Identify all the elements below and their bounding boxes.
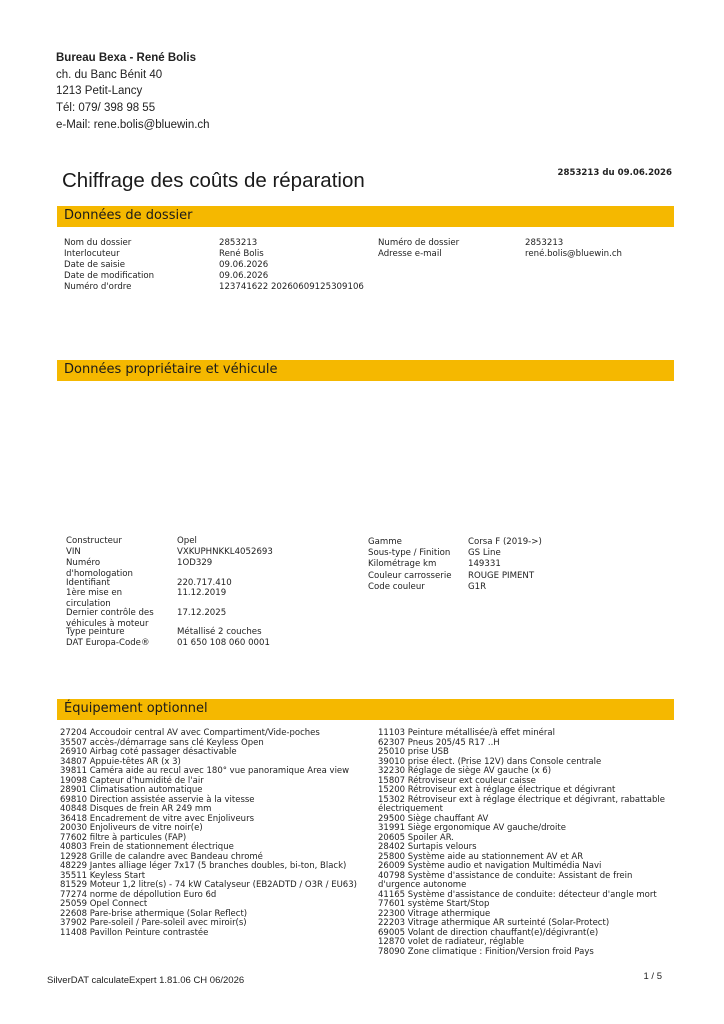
field-value: rené.bolis@bluewin.ch	[525, 249, 622, 259]
sender-city: 1213 Petit-Lancy	[56, 85, 143, 98]
field-value: 123741622 20260609125309106	[219, 282, 364, 292]
list-item: 39010 prise élect. (Prise 12V) dans Console centrale	[378, 756, 602, 767]
list-item: 15200 Rétroviseur ext à réglage électrique et dégivrant	[378, 785, 616, 795]
list-item: 25059 Opel Connect	[60, 899, 148, 909]
field-label: Date de saisie	[64, 260, 126, 270]
list-item: 11103 Peinture métallisée/à effet minéral	[378, 728, 555, 738]
field-value: 09.06.2026	[219, 260, 269, 270]
equipment-list-right	[378, 729, 668, 957]
field-value: 2853213	[219, 238, 258, 248]
field-value: René Bolis	[219, 249, 264, 259]
field-label: Type peinture	[66, 627, 125, 637]
document-reference: 2853213 du 09.06.2026	[557, 168, 672, 178]
list-item: 36418 Encadrement de vitre avec Enjoliveurs	[60, 813, 254, 824]
field-label: Adresse e-mail	[378, 249, 442, 259]
section-header-dossier	[57, 206, 674, 227]
list-item: 20030 Enjoliveurs de vitre noir(e)	[60, 823, 203, 833]
list-item: 40798 Système d'assistance de conduite: Assistant de frein d'urgence autonome	[378, 870, 633, 890]
field-value: ROUGE PIMENT	[468, 571, 535, 581]
field-label: Constructeur	[66, 536, 122, 546]
field-value: 2853213	[525, 238, 564, 248]
list-item: 19098 Capteur d'humidité de l'air	[60, 775, 204, 786]
list-item: 15302 Rétroviseur ext à réglage électrique et dégivrant, rabattable électriquement	[378, 794, 665, 814]
field-label: Numéro de dossier	[378, 238, 460, 248]
field-value: 1OD329	[177, 558, 213, 568]
sender-street: ch. du Banc Bénit 40	[56, 68, 163, 81]
field-value: Métallisé 2 couches	[177, 627, 262, 637]
section-title: Équipement optionnel	[64, 701, 208, 716]
field-label: Identifiant	[66, 578, 110, 588]
list-item: 69810 Direction assistée asservie à la vitesse	[60, 794, 255, 805]
list-item: 28901 Climatisation automatique	[60, 785, 203, 795]
field-label: Code couleur	[368, 582, 425, 592]
list-item: 37902 Pare-soleil / Pare-soleil avec miroir(s)	[60, 918, 247, 928]
list-item: 12870 volet de radiateur, réglable	[378, 937, 524, 947]
list-item: 34807 Appuie-têtes AR (x 3)	[60, 756, 181, 767]
field-label: Couleur carrosserie	[368, 571, 452, 581]
field-label: Dernier contrôle des véhicules à moteur	[66, 608, 154, 629]
field-label: Kilométrage km	[368, 559, 437, 569]
field-label: Numéro d'homologation	[66, 558, 133, 579]
page-title: Chiffrage des coûts de réparation	[62, 169, 365, 192]
field-value: Opel	[177, 536, 197, 546]
list-item: 12928 Grille de calandre avec Bandeau chromé	[60, 851, 263, 862]
list-item: 78090 Zone climatique : Finition/Version froid Pays	[378, 946, 594, 957]
list-item: 31991 Siège ergonomique AV gauche/droite	[378, 823, 566, 833]
field-label: Nom du dossier	[64, 238, 132, 248]
list-item: 69005 Volant de direction chauffant(e)/dégivrant(e)	[378, 927, 599, 938]
field-value: 149331	[468, 559, 501, 569]
list-item: 77602 filtre à particules (FAP)	[60, 832, 187, 843]
list-item: 25010 prise USB	[378, 747, 449, 757]
equipment-list-left	[60, 729, 357, 938]
list-item: 29500 Siège chauffant AV	[378, 813, 489, 824]
list-item: 62307 Pneus 205/45 R17 ..H	[378, 737, 500, 748]
field-value: 01 650 108 060 0001	[177, 638, 270, 648]
sender-email: e-Mail: rene.bolis@bluewin.ch	[56, 118, 210, 131]
list-item: 77601 système Start/Stop	[378, 899, 490, 909]
list-item: 40848 Disques de frein AR 249 mm	[60, 804, 212, 814]
field-label: Gamme	[368, 537, 402, 547]
field-label: 1ère mise en circulation	[66, 588, 123, 609]
list-item: 20605 Spoiler AR.	[378, 832, 455, 843]
list-item: 22300 Vitrage athermique	[378, 908, 491, 919]
field-label: DAT Europa-Code®	[66, 638, 150, 648]
list-item: 26009 Système audio et navigation Multimédia Navi	[378, 861, 602, 871]
sender-address	[56, 50, 210, 134]
list-item: 39811 Caméra aide au recul avec 180° vue panoramique Area view	[60, 766, 350, 776]
field-value: Corsa F (2019->)	[468, 537, 542, 547]
section-header-owner-vehicle	[57, 360, 674, 381]
sender-name: Bureau Bexa - René Bolis	[56, 52, 196, 64]
field-value: 220.717.410	[177, 578, 232, 588]
field-label: VIN	[66, 547, 81, 557]
list-item: 25800 Système aide au stationnement AV et AR	[378, 851, 584, 862]
list-item: 26910 Airbag coté passager désactivable	[60, 747, 237, 757]
field-label: Date de modification	[64, 271, 155, 281]
field-value: 17.12.2025	[177, 608, 227, 618]
field-value: 09.06.2026	[219, 271, 269, 281]
list-item: 27204 Accoudoir central AV avec Compartiment/Vide-poches	[60, 728, 320, 738]
sender-phone: Tél: 079/ 398 98 55	[56, 102, 156, 115]
list-item: 11408 Pavillon Peinture contrastée	[60, 927, 209, 938]
field-value: 11.12.2019	[177, 588, 227, 598]
list-item: 40803 Frein de stationnement électrique	[60, 842, 234, 852]
list-item: 22203 Vitrage athermique AR surteinté (Solar-Protect)	[378, 918, 610, 928]
section-title: Données propriétaire et véhicule	[64, 362, 278, 377]
field-label: Interlocuteur	[64, 249, 120, 259]
section-title: Données de dossier	[64, 208, 193, 223]
list-item: 35507 accès-/démarrage sans clé Keyless Open	[60, 737, 264, 748]
section-header-equipment	[57, 699, 674, 720]
list-item: 41165 Système d'assistance de conduite: détecteur d'angle mort	[378, 889, 657, 900]
list-item: 32230 Réglage de siège AV gauche (x 6)	[378, 766, 552, 776]
field-label: Numéro d'ordre	[64, 282, 132, 292]
list-item: 77274 norme de dépollution Euro 6d	[60, 889, 217, 900]
list-item: 28402 Surtapis velours	[378, 842, 477, 852]
list-item: 81529 Moteur 1,2 litre(s) - 74 kW Catalyseur (EB2ADTD / O3R / EU63)	[60, 880, 357, 890]
field-label: Sous-type / Finition	[368, 548, 451, 558]
field-value: VXKUPHNKKL4052693	[177, 547, 273, 557]
field-value: G1R	[468, 582, 487, 592]
list-item: 35511 Keyless Start	[60, 870, 146, 881]
footer-software-version: SilverDAT calculateExpert 1.81.06 CH 06/2026	[47, 975, 245, 986]
list-item: 48229 Jantes alliage léger 7x17 (5 branches doubles, bi-ton, Black)	[60, 861, 347, 871]
list-item: 22608 Pare-brise athermique (Solar Reflect)	[60, 908, 248, 919]
list-item: 15807 Rétroviseur ext couleur caisse	[378, 775, 536, 786]
page-number: 1 / 5	[643, 971, 662, 982]
field-value: GS Line	[468, 548, 501, 558]
